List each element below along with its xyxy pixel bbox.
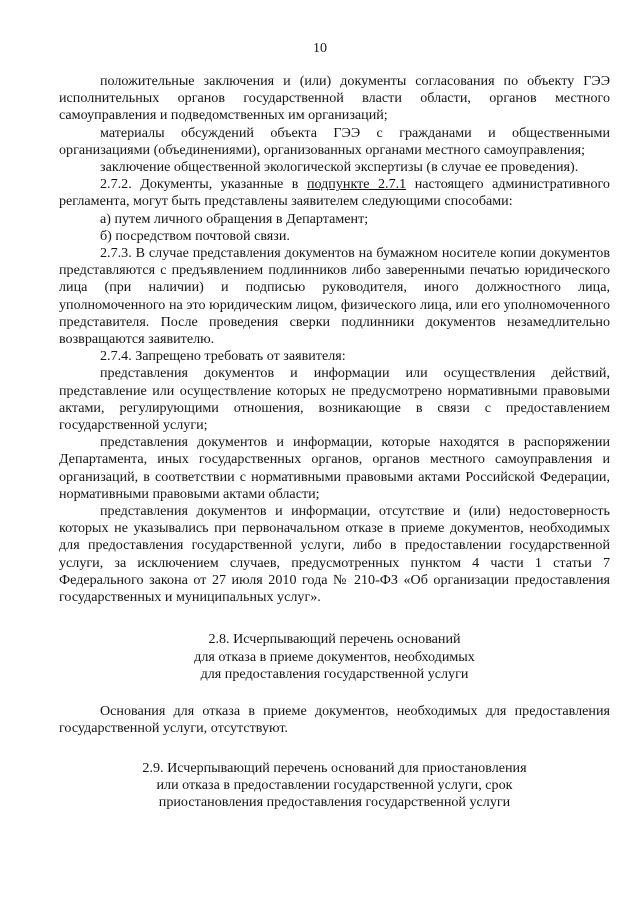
section-heading-2-8-line-3: для предоставления государственной услуги [200,665,469,682]
paragraph-requirements-3: представления документов и информации, отсутствие и (или) недостоверность которых не указывались при первоначальном отказе в приеме документов, необходимых для предоставления государственной услуги, либо в предоставлении государственной услуги, за исключением случаев, предусмотренных пунктом 4 части 1 статьи 7 Федерального закона от 27 июля 2010 года № 210-ФЗ «Об организации предоставления государственных и муниципальных услуг». [59,503,610,606]
paragraph-2-7-4: 2.7.4. Запрещено требовать от заявителя: [100,348,346,365]
page-number: 10 [313,41,327,56]
paragraph-option-a: а) путем личного обращения в Департамент; [100,210,369,227]
paragraph-requirements-1: представления документов и информации или осуществления действий, представление или осуществление которых не предусмотрено нормативными правовыми актами, регулирующими отношения, возникающие в связи с предоставлением государственной услуги; [59,365,610,434]
paragraph-approvals: положительные заключения и (или) документы согласования по объекту ГЭЭ исполнительных органов государственной власти области, органов местного самоуправления и подведомственных им организаций; [59,73,610,124]
paragraph-2-7-2-prefix: 2.7.2. Документы, указанные в [100,176,307,193]
paragraph-public-expertise: заключение общественной экологической экспертизы (в случае ее проведения). [100,159,579,176]
section-heading-2-9-line-1: 2.9. Исчерпывающий перечень оснований для приостановления [142,759,527,776]
section-heading-2-9-line-3: приостановления предоставления государственной услуги [158,794,511,811]
paragraph-2-7-3: 2.7.3. В случае представления документов на бумажном носителе копии документов представляются с предъявлением подлинников либо заверенными печатью юридического лица (при наличии) и подписью руководителя, иного должностного лица, уполномоченного на это юридическим лицом, физического лица, или его уполномоченного представителя. После проведения сверки подлинники документов незамедлительно возвращаются заявителю. [59,245,610,348]
section-heading-2-8 [59,631,610,683]
paragraph-no-grounds: Основания для отказа в приеме документов, необходимых для предоставления государственной услуги, отсутствуют. [59,703,610,737]
section-heading-2-8-line-2: для отказа в приеме документов, необходимых [194,648,475,665]
paragraph-2-7-2 [59,176,610,210]
paragraph-option-b: б) посредством почтовой связи. [100,227,290,244]
top-scan-edge [0,0,640,4]
document-body [59,73,610,811]
paragraph-requirements-2: представления документов и информации, которые находятся в распоряжении Департамента, иных государственных органов, органов местного самоуправления и организаций, в соответствии с нормативными правовыми актами Российской Федерации, нормативными правовыми актами области; [59,434,610,502]
section-heading-2-8-line-1: 2.8. Исчерпывающий перечень оснований [208,631,461,648]
paragraph-discussion-materials: материалы обсуждений объекта ГЭЭ с гражданами и общественными организациями (объединениями), организованных органами местного самоуправления; [59,124,610,158]
section-heading-2-9-line-2: или отказа в предоставлении государственной услуги, срок [156,776,513,793]
section-heading-2-9 [59,760,610,812]
link-subclause-2-7-1[interactable]: подпункте 2.7.1 [306,176,407,193]
paragraph-2-7-2-suffix: настоящего административного регламента, могут быть представлены заявителем следующими способами: [59,176,610,210]
